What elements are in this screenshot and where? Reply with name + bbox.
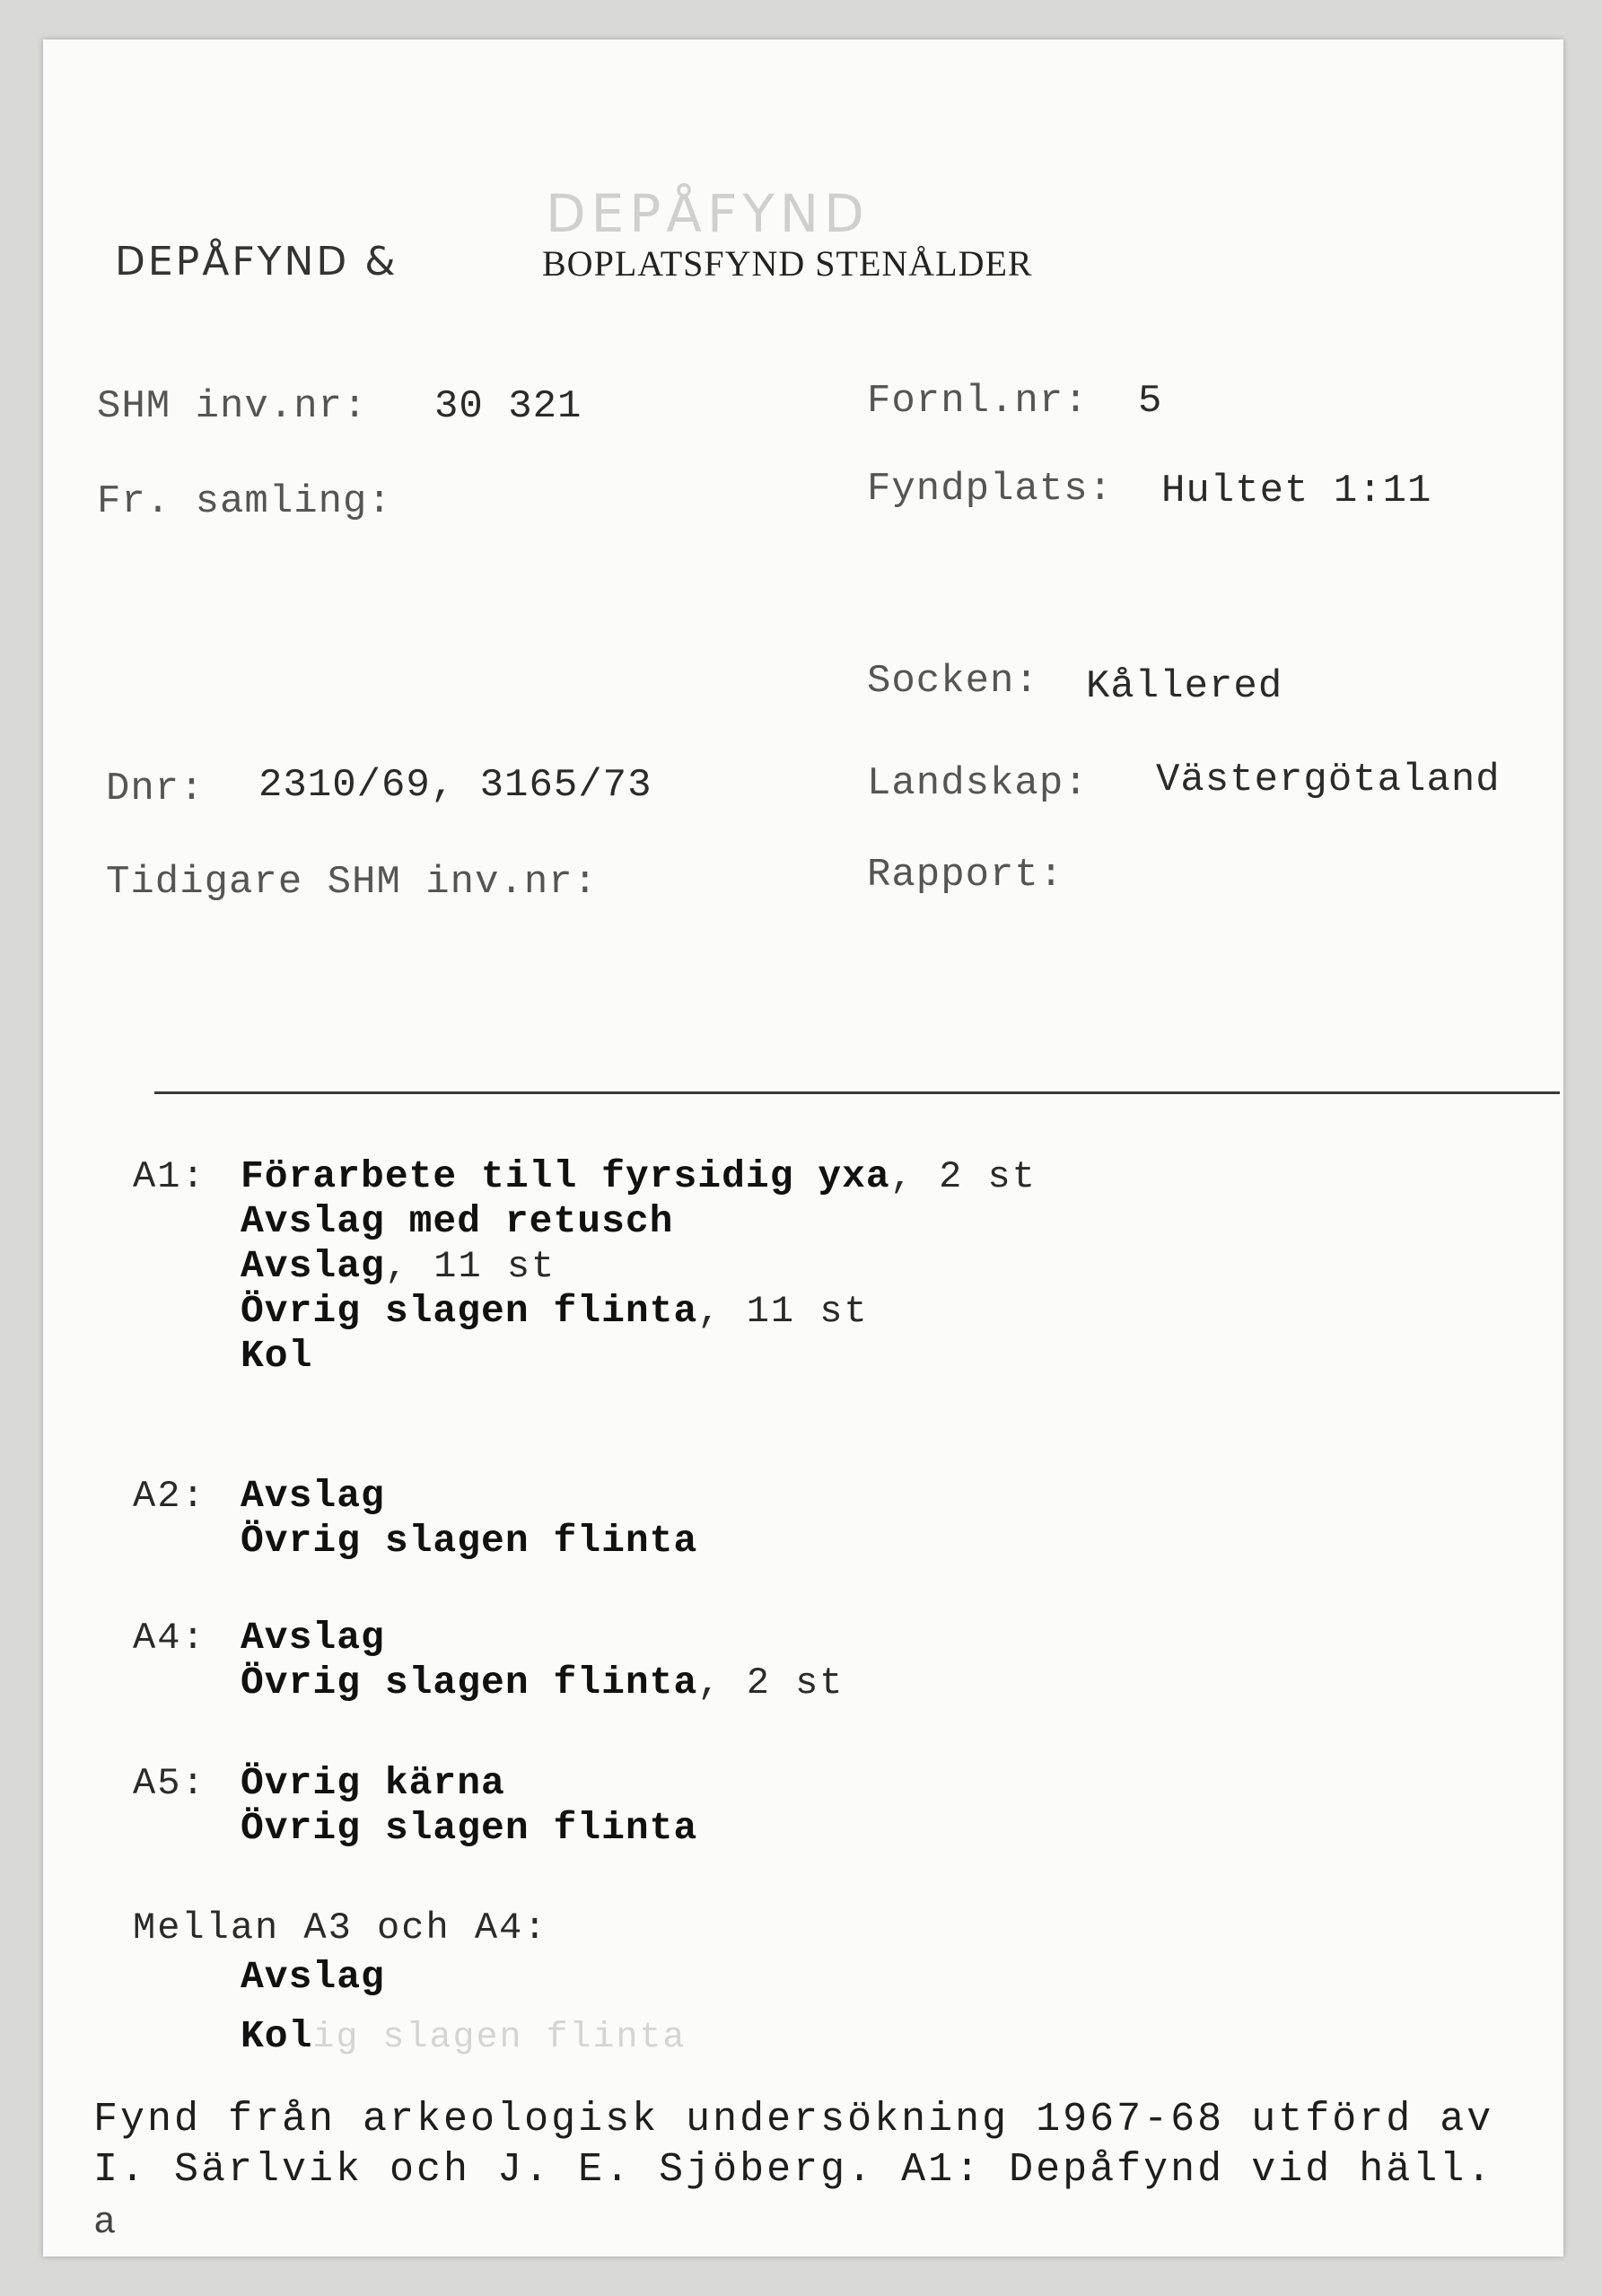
find-quantity: , 2 st bbox=[889, 1155, 1037, 1198]
find-item: Avslag bbox=[241, 1955, 385, 1999]
find-code: A5: bbox=[133, 1762, 206, 1805]
socken-label: Socken: bbox=[867, 659, 1039, 704]
find-item: Kol bbox=[241, 1334, 313, 1378]
find-group-mellan bbox=[133, 1906, 686, 2059]
list-item bbox=[133, 1154, 1037, 1199]
fyndplats-value: Hultet 1:11 bbox=[1161, 469, 1432, 513]
list-item bbox=[133, 1289, 1037, 1334]
find-item: Avslag bbox=[241, 1616, 385, 1660]
find-group-a2 bbox=[133, 1474, 697, 1564]
list-item bbox=[133, 1616, 845, 1661]
landskap-label: Landskap: bbox=[867, 761, 1089, 806]
find-item: Övrig slagen flinta bbox=[241, 1806, 698, 1850]
footer-line-2: I. Särlvik och J. E. Sjöberg. A1: Depåfynd vid häll. bbox=[93, 2147, 1494, 2193]
divider-line bbox=[154, 1091, 1560, 1094]
list-item bbox=[133, 1761, 697, 1806]
find-item: Avslag bbox=[241, 1244, 385, 1288]
list-item bbox=[133, 1199, 1037, 1244]
footer-line-1: Fynd från arkeologisk undersökning 1967-68 utförd av bbox=[93, 2097, 1494, 2143]
find-quantity: , 11 st bbox=[697, 1290, 869, 1333]
card-title: BOPLATSFYND STENÅLDER bbox=[542, 243, 1033, 284]
find-item: Avslag med retusch bbox=[241, 1199, 674, 1243]
list-item bbox=[133, 1955, 686, 2000]
handwritten-title: DEPÅFYND & bbox=[115, 239, 398, 285]
find-quantity: , 11 st bbox=[384, 1245, 556, 1288]
find-code: A2: bbox=[133, 1475, 206, 1518]
find-code: A1: bbox=[133, 1155, 206, 1198]
list-item bbox=[133, 1474, 697, 1519]
tidigare-shm-label: Tidigare SHM inv.nr: bbox=[106, 860, 599, 905]
find-heading: Mellan A3 och A4: bbox=[133, 1906, 548, 1950]
fyndplats-label: Fyndplats: bbox=[867, 467, 1114, 512]
shm-inv-value: 30 321 bbox=[434, 384, 582, 429]
find-item: Övrig kärna bbox=[241, 1761, 505, 1805]
find-item: Förarbete till fyrsidig yxa bbox=[241, 1154, 890, 1198]
dnr-value: 2310/69, 3165/73 bbox=[258, 763, 652, 808]
fornl-value: 5 bbox=[1138, 379, 1163, 424]
find-quantity: , 2 st bbox=[697, 1661, 845, 1704]
find-item: Avslag bbox=[241, 1474, 385, 1518]
list-item bbox=[133, 1334, 1037, 1379]
find-item: Övrig slagen flinta bbox=[241, 1661, 698, 1704]
find-item: Övrig slagen flinta bbox=[241, 1289, 698, 1333]
list-item bbox=[133, 1906, 686, 1951]
erased-text: ig slagen flinta bbox=[312, 2018, 687, 2058]
find-group-a5 bbox=[133, 1761, 697, 1851]
find-code: A4: bbox=[133, 1617, 206, 1660]
fr-samling-label: Fr. samling: bbox=[97, 479, 392, 524]
landskap-value: Västergötaland bbox=[1156, 758, 1501, 802]
footer-mark: a bbox=[93, 2201, 118, 2244]
socken-value: Kållered bbox=[1086, 664, 1283, 709]
ghost-handwriting: DEPÅFYND bbox=[546, 183, 870, 244]
list-item bbox=[133, 1661, 845, 1705]
dnr-label: Dnr: bbox=[106, 767, 205, 811]
find-item: Kol bbox=[241, 2014, 313, 2058]
find-group-a4 bbox=[133, 1616, 845, 1705]
catalog-card bbox=[43, 39, 1563, 2257]
find-group-a1 bbox=[133, 1154, 1037, 1379]
list-item bbox=[133, 1519, 697, 1564]
list-item bbox=[133, 1244, 1037, 1289]
fornl-label: Fornl.nr: bbox=[867, 379, 1089, 424]
shm-inv-label: SHM inv.nr: bbox=[97, 384, 368, 429]
rapport-label: Rapport: bbox=[867, 853, 1064, 898]
list-item bbox=[133, 2014, 686, 2059]
list-item bbox=[133, 1806, 697, 1851]
find-item: Övrig slagen flinta bbox=[241, 1519, 698, 1563]
